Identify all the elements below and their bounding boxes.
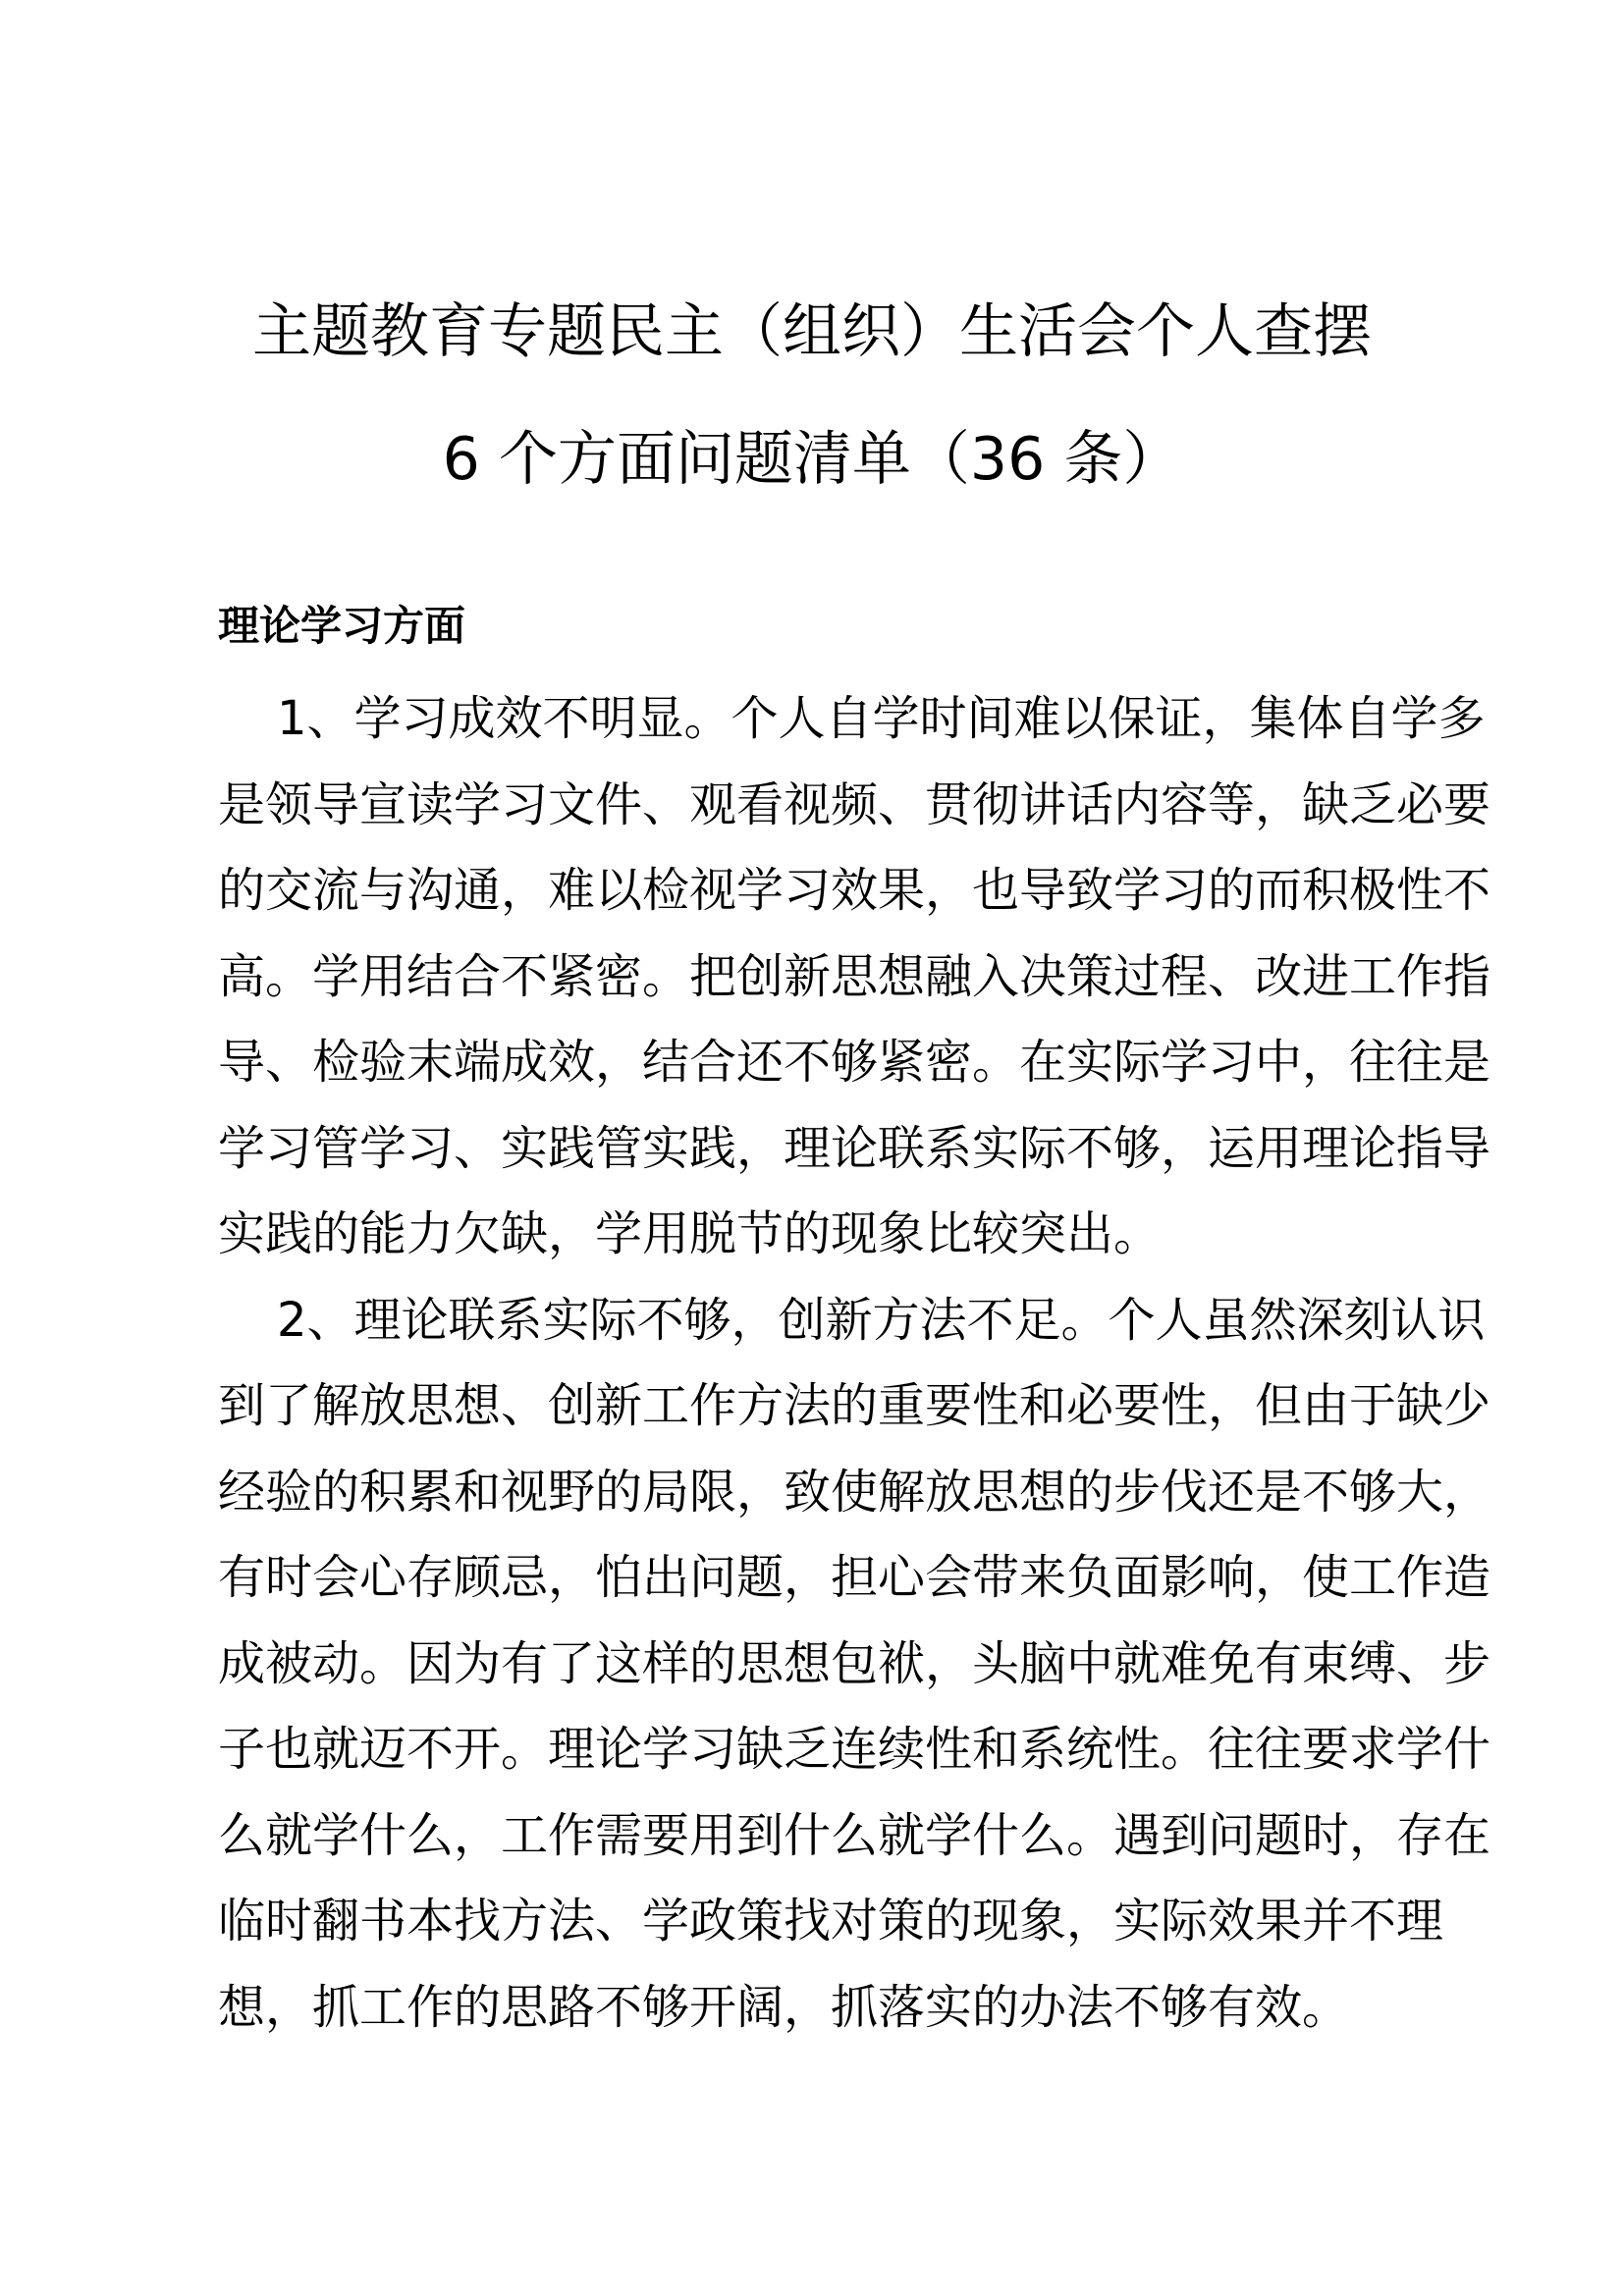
- paragraph-1-line-4: 高。学用结合不紧密。把创新思想融入决策过程、改进工作指: [218, 949, 1491, 1004]
- document-title-line-2: 6 个方面问题清单（36 条）: [442, 425, 1182, 494]
- section-heading-theory-study: 理论学习方面: [218, 602, 466, 650]
- paragraph-2-line-2: 到了解放思想、创新工作方法的重要性和必要性，但由于缺少: [218, 1378, 1491, 1433]
- paragraph-2-line-9: 想，抓工作的思路不够开阔，抓落实的办法不够有效。: [218, 1980, 1350, 2035]
- paragraph-1-line-7: 实践的能力欠缺，学用脱节的现象比较突出。: [218, 1206, 1162, 1261]
- paragraph-2-line-5: 成被动。因为有了这样的思想包袱，头脑中就难免有束缚、步: [218, 1636, 1491, 1691]
- paragraph-2-line-7: 么就学什么，工作需要用到什么就学什么。遇到问题时，存在: [218, 1808, 1491, 1863]
- paragraph-1-line-5: 导、检验末端成效，结合还不够紧密。在实际学习中，往往是: [218, 1035, 1491, 1090]
- paragraph-2-line-3: 经验的积累和视野的局限，致使解放思想的步伐还是不够大，: [218, 1465, 1491, 1520]
- paragraph-2-line-4: 有时会心存顾忌，怕出问题，担心会带来负面影响，使工作造: [218, 1550, 1491, 1605]
- paragraph-1-line-2: 是领导宣读学习文件、观看视频、贯彻讲话内容等，缺乏必要: [218, 777, 1491, 832]
- paragraph-2-line-6: 子也就迈不开。理论学习缺乏连续性和系统性。往往要求学什: [218, 1722, 1491, 1777]
- paragraph-2-line-1: 2、理论联系实际不够，创新方法不足。个人虽然深刻认识: [277, 1293, 1486, 1348]
- document-title-line-1: 主题教育专题民主（组织）生活会个人查摆: [252, 297, 1372, 366]
- paragraph-1-line-6: 学习管学习、实践管实践，理论联系实际不够，运用理论指导: [218, 1121, 1491, 1176]
- paragraph-1-line-1: 1、学习成效不明显。个人自学时间难以保证，集体自学多: [277, 691, 1486, 746]
- paragraph-1-line-3: 的交流与沟通，难以检视学习效果，也导致学习的而积极性不: [218, 863, 1491, 918]
- paragraph-2-line-8: 临时翻书本找方法、学政策找对策的现象，实际效果并不理: [218, 1894, 1444, 1949]
